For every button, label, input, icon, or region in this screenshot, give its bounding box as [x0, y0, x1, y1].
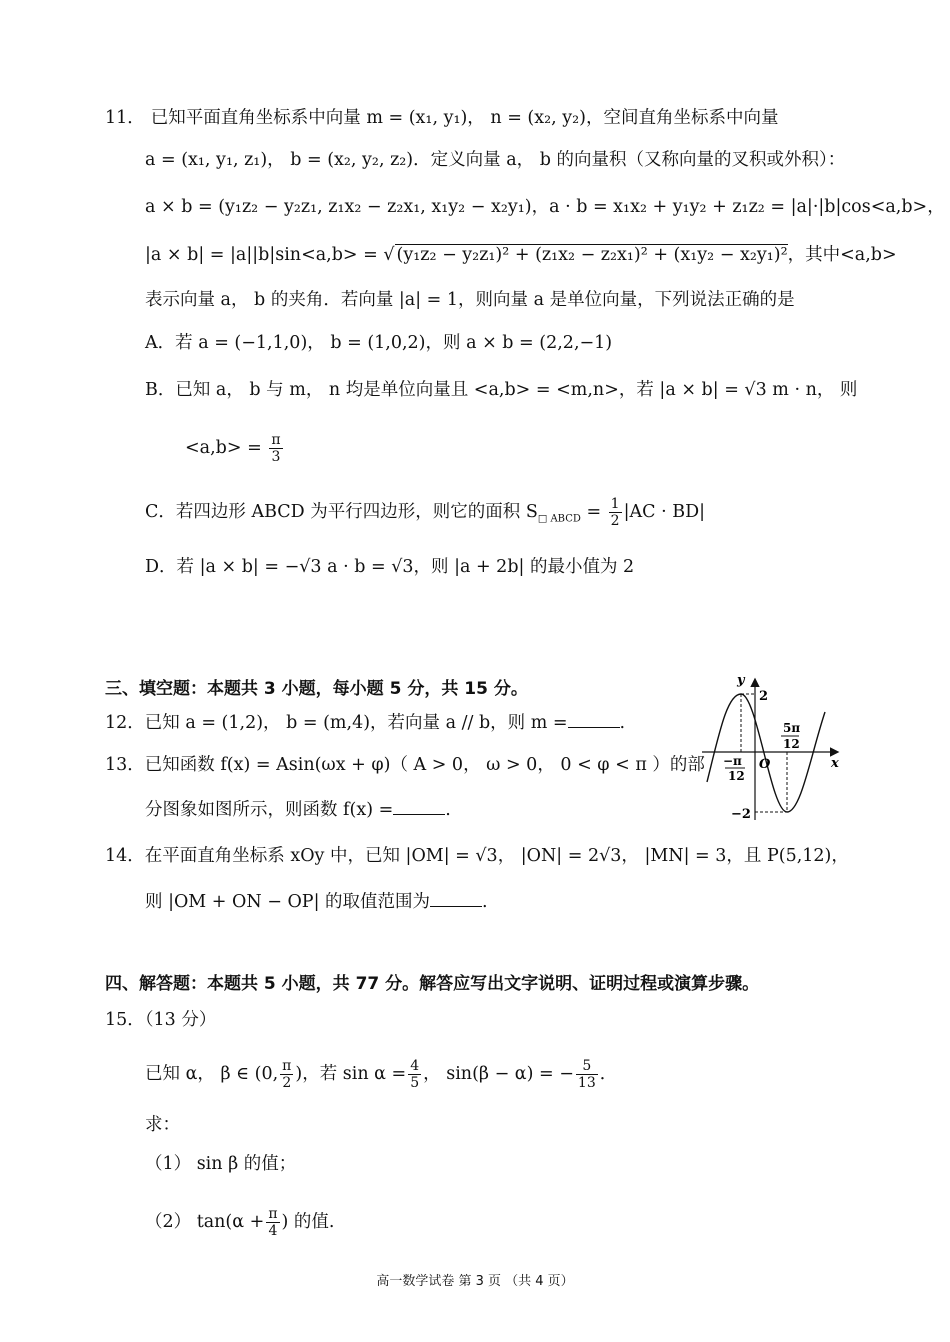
q14-line1: 14．在平面直角坐标系 xOy 中，已知 |OM| = √3， |ON| = 2√3， |MN| = 3，且 P(5,12)， [105, 846, 849, 866]
option-d: D．若 |a × b| = −√3 a · b = √3，则 |a + 2b| 的最小值为 2 [145, 557, 635, 577]
option-b-line1: B．已知 a， b 与 m， n 均是单位向量且 <a,b> = <m,n>，若 |a × b| = √3 m · n， 则 [145, 380, 858, 400]
q11-text-1: 已知平面直角坐标系中向量 m = (x₁, y₁)， n = (x₂, y₂)，空间直角坐标系中向量 [150, 108, 779, 128]
area-subscript: □ ABCD [537, 513, 581, 525]
q15-head: 15．（13 分） [105, 1010, 217, 1030]
sine-graph [697, 672, 847, 822]
sine-curve [707, 694, 825, 812]
q15-given [145, 1058, 617, 1091]
q11-line4: |a × b| = |a||b|sin<a,b> = √ (y₁z₂ − y₂z₁)² + (z₁x₂ − z₂x₁)² + (x₁y₂ − x₂y₁)²，其中<a,b> [145, 245, 897, 265]
q14-line2: 则 |OM + ON − OP| 的取值范围为 . [145, 892, 488, 912]
q13-line1: 13．已知函数 f(x) = Asin(ωx + φ)（ A > 0， ω > 0， 0 < φ < π ）的部 [105, 755, 705, 775]
y-label: y [737, 673, 745, 688]
fraction-pi-4: $\frac{\pi}{4}$ [268, 1206, 278, 1239]
q15-part2 [145, 1206, 334, 1239]
q11-line2: a = (x₁, y₁, z₁)， b = (x₂, y₂, z₂)．定义向量 a， b 的向量积（又称向量的叉积或外积）： [145, 150, 846, 170]
option-c [145, 496, 705, 532]
option-a: A．若 a = (−1,1,0)， b = (1,0,2)，则 a × b = (2,2,−1) [145, 333, 613, 353]
section-4-heading: 四、解答题：本题共 5 小题，共 77 分。解答应写出文字说明、证明过程或演算步骤。 [105, 974, 760, 994]
x-label: x [831, 756, 839, 771]
sqrt-expression: (y₁z₂ − y₂z₁)² + (z₁x₂ − z₂x₁)² + (x₁y₂ − x₂y₁)² [396, 245, 788, 265]
q11-line1 [105, 106, 778, 130]
given-part-a: 已知 α， β ∈ (0, [145, 1064, 279, 1084]
q11-line3: a × b = (y₁z₂ − y₂z₁, z₁x₂ − z₂x₁, x₁y₂ − x₂y₁)，a · b = x₁x₂ + y₁y₂ + z₁z₂ = |a|·|b|cos<a,b>， [145, 197, 945, 217]
q12-blank [568, 711, 620, 728]
fraction-pi-2: $\frac{\pi}{2}$ [282, 1058, 292, 1091]
ymin-label: −2 [731, 807, 751, 822]
part2-b: ) 的值. [281, 1212, 335, 1232]
origin-label: O [759, 757, 771, 772]
q15-part1: （1） sin β 的值； [145, 1154, 297, 1174]
given-part-b: )，若 sin α = [295, 1064, 407, 1084]
q13-line2: 分图象如图所示，则函数 f(x) = . [145, 800, 451, 820]
q11-line5: 表示向量 a， b 的夹角．若向量 |a| = 1，则向量 a 是单位向量，下列说法正确的是 [145, 290, 795, 310]
fraction-pi-3: $\frac{\pi}{3}$ [271, 432, 281, 465]
page-footer: 高一数学试卷 第 3 页 （共 4 页） [376, 1274, 574, 1289]
q15-ask: 求： [145, 1115, 180, 1135]
pos-tick-num: 5π [783, 721, 801, 735]
dot-product-abs: |AC · BD| [623, 502, 705, 522]
option-c-text: C．若四边形 ABCD 为平行四边形，则它的面积 S [145, 502, 538, 522]
cross-magnitude: |a × b| = |a||b|sin<a,b> = [145, 245, 384, 265]
q11-number: 11． [105, 108, 145, 128]
angle-note: ，其中<a,b> [787, 245, 897, 265]
q13-text-2: 分图象如图所示，则函数 f(x) = [145, 800, 394, 820]
q14-blank [430, 890, 482, 907]
fraction-one-half: $\frac{1}{2}$ [610, 496, 620, 529]
section-3-heading: 三、填空题：本题共 3 小题，每小题 5 分，共 15 分。 [105, 679, 528, 699]
ymax-label: 2 [759, 689, 769, 704]
fraction-4-5: $\frac{4}{5}$ [410, 1058, 420, 1091]
neg-tick-num: −π [723, 754, 742, 768]
equals: = [580, 502, 607, 522]
given-part-c: ， sin(β − α) = − [423, 1064, 574, 1084]
given-part-e: ． [599, 1064, 618, 1084]
q14-text-2: 则 |OM + ON − OP| 的取值范围为 [145, 892, 431, 912]
part2-a: （2） tan(α + [145, 1212, 265, 1232]
neg-tick-den: 12 [728, 769, 745, 783]
angle-expr: <a,b> = [185, 438, 268, 458]
q12-text: 12．已知 a = (1,2)， b = (m,4)，若向量 a // b，则 m = [105, 713, 568, 733]
q13-blank [393, 798, 445, 815]
pos-tick-den: 12 [783, 737, 800, 751]
option-b-line2 [185, 432, 285, 465]
fraction-5-13: $\frac{5}{13}$ [577, 1058, 596, 1091]
q12: 12．已知 a = (1,2)， b = (m,4)，若向量 a // b，则 m = . [105, 713, 626, 733]
